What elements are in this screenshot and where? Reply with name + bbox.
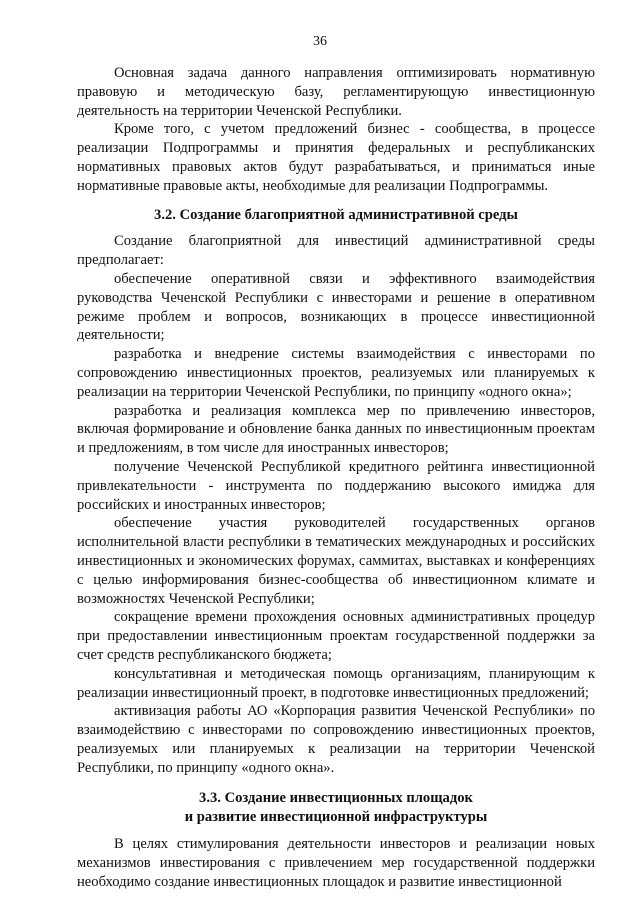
section-heading-3-3-line2: и развитие инвестиционной инфраструктуры xyxy=(184,809,488,826)
section-3-2-paragraph: активизация работы АО «Корпорация развития Чеченской Республики» по взаимодействию с инвесторами по сопровождению инвестиционных проектов, реализуемых или планируемых к реализации на территории Чеченской Республики, по принципу «одного окна». xyxy=(77,703,595,776)
section-3-2-paragraph: обеспечение оперативной связи и эффективного взаимодействия руководства Чеченской Республики с инвесторами и решение в оперативном режиме проблем и вопросов, возникающих в процессе инвестиционной деятельности; xyxy=(77,270,595,344)
page-content xyxy=(77,64,595,891)
intro-paragraph: Основная задача данного направления оптимизировать нормативную правовую и методическую базу, регламентирующую инвестиционную деятельность на территории Чеченской Республики. xyxy=(77,65,595,119)
intro-paragraph: Кроме того, с учетом предложений бизнес - сообщества, в процессе реализации Подпрограммы и принятия федеральных и республиканских нормативных правовых актов будут разрабатываться, и приниматься иные нормативные правовые акты, необходимые для реализации Подпрограммы. xyxy=(77,121,595,194)
section-3-2-paragraph: разработка и реализация комплекса мер по привлечению инвесторов, включая формирование и обновление банка данных по инвестиционным проектам и предложениям, в том числе для иностранных инвесторов; xyxy=(77,402,595,457)
section-3-3-paragraph: В целях стимулирования деятельности инвесторов и реализации новых механизмов инвестирования с привлечением мер государственной поддержки необходимо создание инвестиционных площадок и развитие инвестиционной xyxy=(77,836,595,890)
section-3-2-paragraph: получение Чеченской Республикой кредитного рейтинга инвестиционной привлекательности - инструмента по поддержанию высокого имиджа для российских и иностранных инвесторов; xyxy=(77,458,595,513)
section-3-2-paragraph: сокращение времени прохождения основных административных процедур при предоставлении инвестиционным проектам государственной поддержки за счет средств республиканского бюджета; xyxy=(77,609,595,663)
section-3-2-paragraph: консультативная и методическая помощь организациям, планирующим к реализации инвестиционный проект, в подготовке инвестиционных предложений; xyxy=(77,665,595,701)
section-heading-3-2: 3.2. Создание благоприятной административной среды xyxy=(154,206,518,223)
section-heading-3-3-line1: 3.3. Создание инвестиционных площадок xyxy=(199,790,473,807)
section-heading-3-3 xyxy=(77,789,595,827)
section-3-2-paragraph: разработка и внедрение системы взаимодействия с инвесторами по сопровождению инвестиционных проектов, реализуемых или планируемых к реализации на территории Чеченской Республики, по принципу «одного окна»; xyxy=(77,346,595,400)
section-3-2-paragraph: Создание благоприятной для инвестиций административной среды предполагает: xyxy=(77,233,595,269)
page-number: 36 xyxy=(313,34,327,49)
section-3-2-paragraph: обеспечение участия руководителей государственных органов исполнительной власти республики в тематических международных и российских инвестиционных и экономических форумах, саммитах, выставках и конференциях с целью информирования бизнес-сообщества об инвестиционном климате и возможностях Чеченской Республики; xyxy=(77,515,595,607)
